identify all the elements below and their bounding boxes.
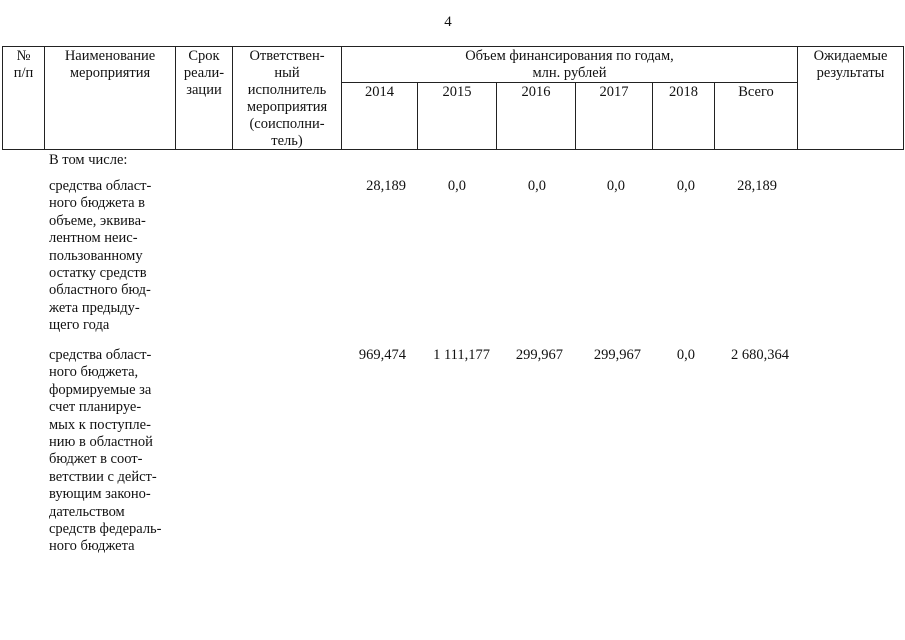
row-2-value-2016: 299,967 xyxy=(515,347,563,363)
col-border-11 xyxy=(903,46,904,150)
header-year-2018: 2018 xyxy=(669,84,698,100)
row-1-value-2014: 28,189 xyxy=(366,178,406,194)
row-2-value-total: 2 680,364 xyxy=(731,347,789,363)
header-year-2016: 2016 xyxy=(521,84,551,100)
row-2-value-2015: 1 111,177 xyxy=(433,347,490,363)
header-num: № п/п xyxy=(13,48,34,81)
row-2-value-2018: 0,0 xyxy=(676,347,695,363)
header-financing: Объем финансирования по годам, млн. рублей xyxy=(465,48,674,81)
row-subheading: В том числе: xyxy=(49,152,128,168)
row-1-value-total: 28,189 xyxy=(737,178,777,194)
header-year-2014: 2014 xyxy=(365,84,394,100)
row-2-value-2017: 299,967 xyxy=(593,347,641,363)
header-name: Наименование мероприятия xyxy=(64,48,156,81)
header-term: Срок реали- зации xyxy=(183,48,225,98)
header-results: Ожидаемые результаты xyxy=(813,48,888,81)
row-1-value-2016: 0,0 xyxy=(527,178,546,194)
row-1-value-2018: 0,0 xyxy=(676,178,695,194)
row-1-value-2015: 0,0 xyxy=(447,178,466,194)
header-year-2015: 2015 xyxy=(442,84,472,100)
header-bottom-border xyxy=(2,149,903,150)
header-total: Всего xyxy=(738,84,774,100)
header-year-2017: 2017 xyxy=(599,84,629,100)
financing-subheader-border xyxy=(341,82,798,83)
row-1-name: средства област- ного бюджета в объеме, эквива- лентном неис- пользованному остатку средств областного бюд- жета предыду- щего года xyxy=(49,178,152,334)
header-responsible: Ответствен- ный исполнитель мероприятия (соисполни- тель) xyxy=(246,48,328,149)
table-top-border xyxy=(2,46,903,47)
row-2-value-2014: 969,474 xyxy=(358,347,406,363)
row-1-value-2017: 0,0 xyxy=(606,178,625,194)
row-2-name: средства област- ного бюджета, формируемые за счет планируе- мых к поступле- нию в областной бюджет в соот- ветствии с дейст- вующим законо- дательством средств федераль- ного бюджета xyxy=(49,347,162,555)
page-number: 4 xyxy=(444,14,452,30)
